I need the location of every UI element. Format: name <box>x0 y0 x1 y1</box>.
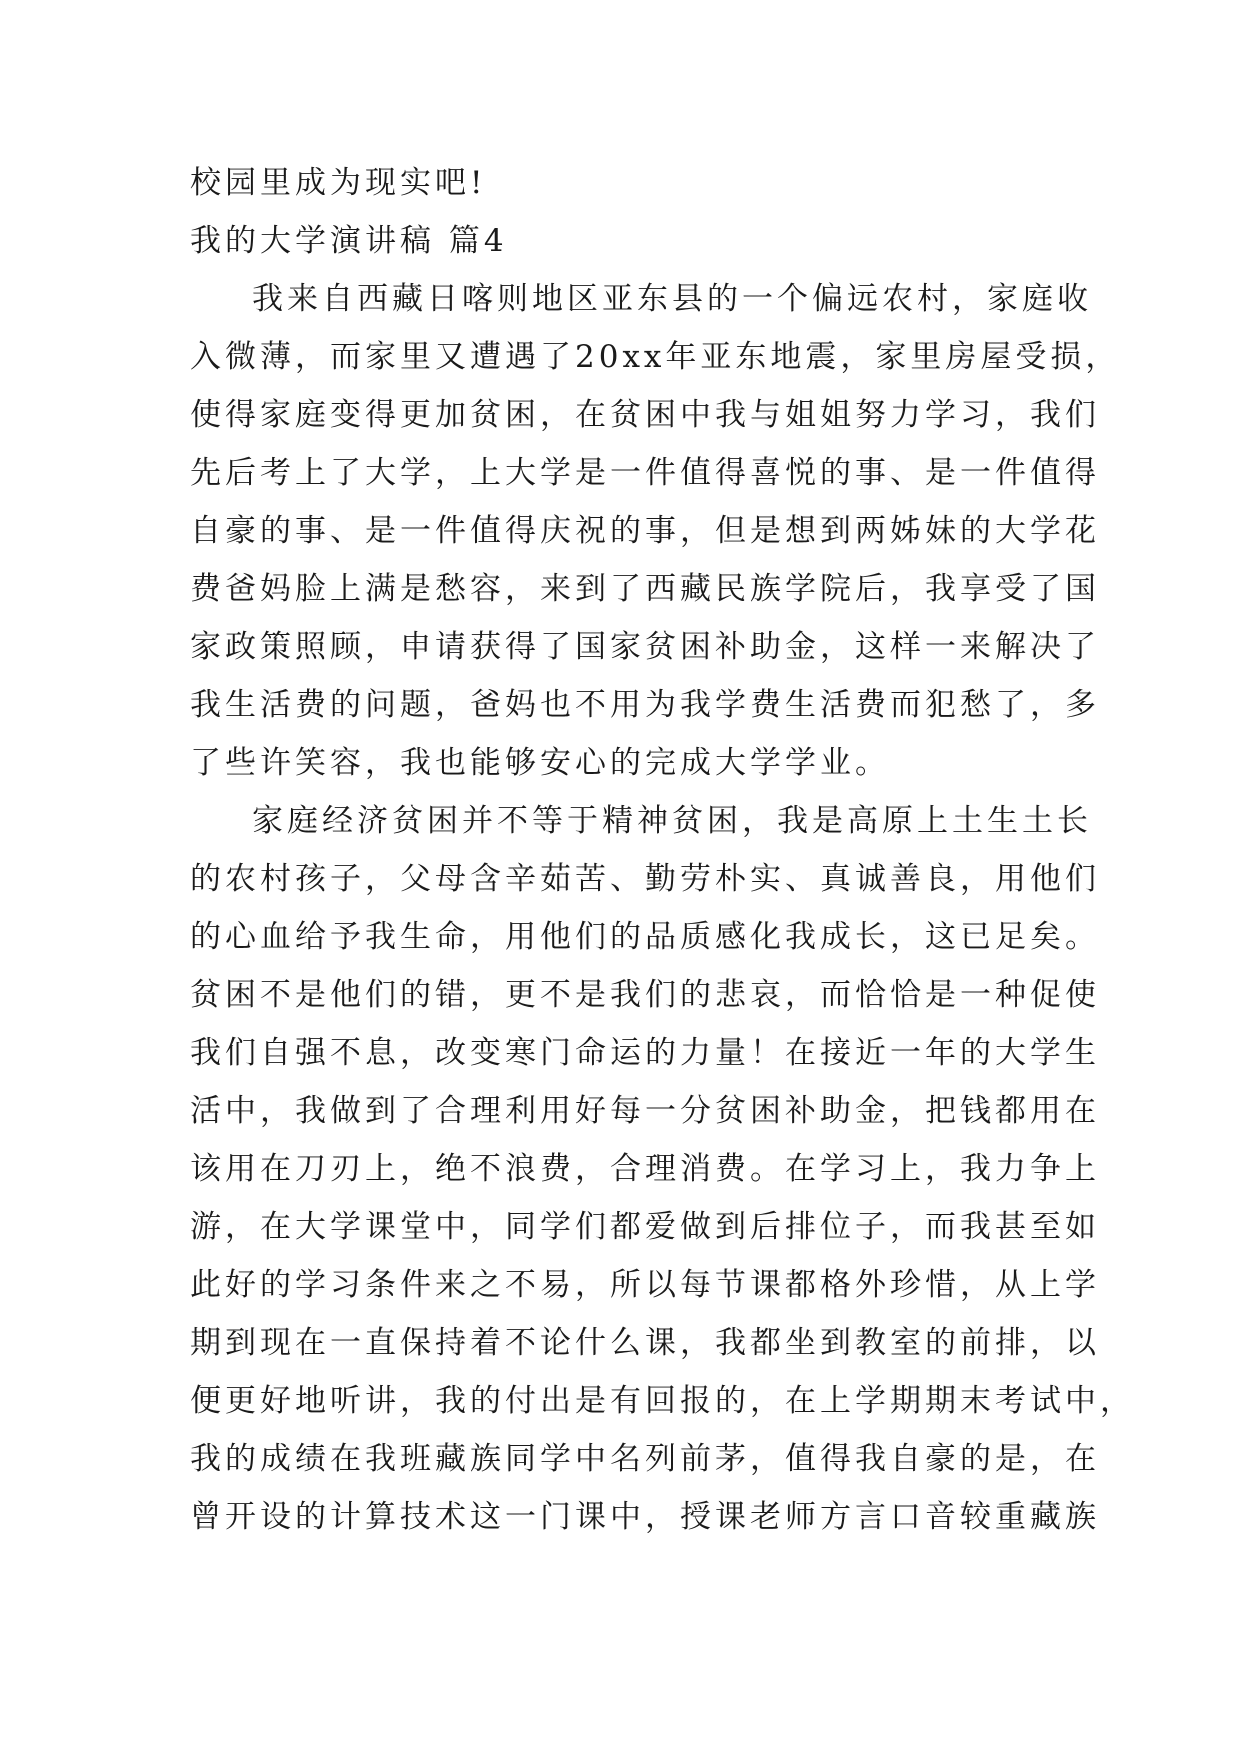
paragraph-2-line-3: 的心血给予我生命，用他们的品质感化我成长，这已足矣。 <box>190 919 1100 955</box>
paragraph-1-line-4: 先后考上了大学，上大学是一件值得喜悦的事、是一件值得 <box>190 455 1100 491</box>
paragraph-2-line-6: 活中，我做到了合理利用好每一分贫困补助金，把钱都用在 <box>190 1093 1100 1129</box>
paragraph-1-line-5: 自豪的事、是一件值得庆祝的事，但是想到两姊妹的大学花 <box>190 513 1100 549</box>
paragraph-2-line-12: 我的成绩在我班藏族同学中名列前茅，值得我自豪的是，在 <box>190 1441 1100 1477</box>
paragraph-2-line-2: 的农村孩子，父母含辛茹苦、勤劳朴实、真诚善良，用他们 <box>190 861 1100 897</box>
paragraph-2-line-5: 我们自强不息，改变寒门命运的力量！在接近一年的大学生 <box>190 1035 1100 1071</box>
paragraph-1-line-3: 使得家庭变得更加贫困，在贫困中我与姐姐努力学习，我们 <box>190 397 1100 433</box>
paragraph-2-line-8: 游，在大学课堂中，同学们都爱做到后排位子，而我甚至如 <box>190 1209 1100 1245</box>
paragraph-1-line-9: 了些许笑容，我也能够安心的完成大学学业。 <box>190 745 890 781</box>
text-line-1: 校园里成为现实吧! <box>190 165 487 201</box>
paragraph-2-line-1: 家庭经济贫困并不等于精神贫困，我是高原上土生土长 <box>252 803 1092 839</box>
paragraph-2-line-10: 期到现在一直保持着不论什么课，我都坐到教室的前排，以 <box>190 1325 1100 1361</box>
paragraph-1-line-7: 家政策照顾，申请获得了国家贫困补助金，这样一来解决了 <box>190 629 1100 665</box>
paragraph-1-line-6: 费爸妈脸上满是愁容，来到了西藏民族学院后，我享受了国 <box>190 571 1100 607</box>
paragraph-2-line-9: 此好的学习条件来之不易，所以每节课都格外珍惜，从上学 <box>190 1267 1100 1303</box>
section-heading: 我的大学演讲稿 篇4 <box>190 223 508 259</box>
paragraph-1-line-1: 我来自西藏日喀则地区亚东县的一个偏远农村，家庭收 <box>252 281 1092 317</box>
paragraph-2-line-13: 曾开设的计算技术这一门课中，授课老师方言口音较重藏族 <box>190 1499 1100 1535</box>
paragraph-2-line-4: 贫困不是他们的错，更不是我们的悲哀，而恰恰是一种促使 <box>190 977 1100 1013</box>
paragraph-1-line-8: 我生活费的问题，爸妈也不用为我学费生活费而犯愁了，多 <box>190 687 1100 723</box>
paragraph-2-line-11: 便更好地听讲，我的付出是有回报的，在上学期期末考试中， <box>190 1383 1135 1419</box>
paragraph-1-line-2: 入微薄，而家里又遭遇了20xx年亚东地震，家里房屋受损， <box>190 339 1121 375</box>
paragraph-2-line-7: 该用在刀刃上，绝不浪费，合理消费。在学习上，我力争上 <box>190 1151 1100 1187</box>
